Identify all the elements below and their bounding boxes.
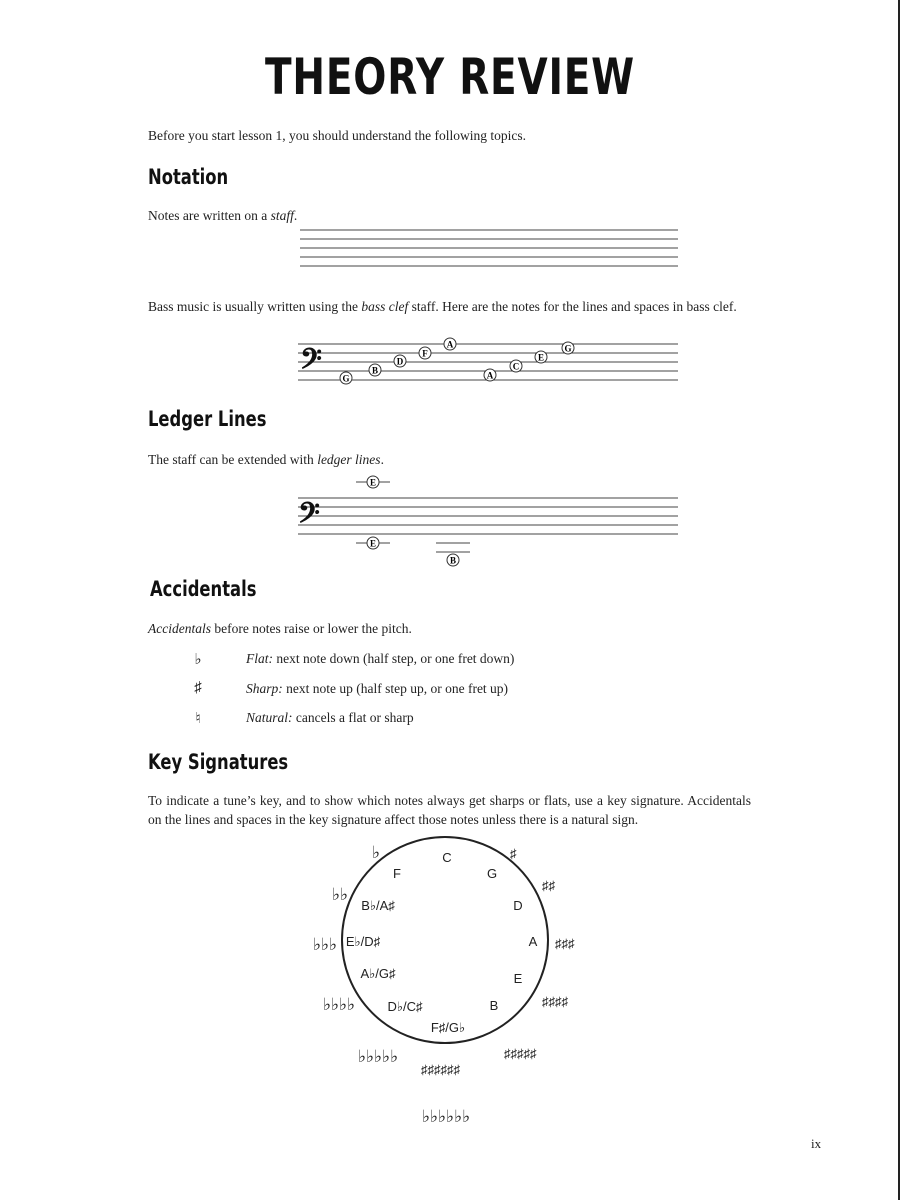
bass-note-6 bbox=[484, 369, 496, 381]
key-label-1: C bbox=[442, 850, 452, 865]
bass-clef-text: Bass music is usually written using the bass clef staff. Here are the notes for the lines and spaces in bass clef. bbox=[148, 299, 737, 314]
flat-group-6: ♭♭♭♭♭♭ bbox=[422, 1107, 471, 1126]
key-label-7: F♯/G♭ bbox=[430, 1020, 466, 1035]
svg-text:D: D bbox=[396, 356, 404, 367]
sharp-icon: ♯ bbox=[194, 680, 202, 696]
svg-text:B: B bbox=[449, 555, 457, 566]
accidentals-heading: Accidentals bbox=[150, 577, 257, 601]
svg-text:F: F bbox=[422, 348, 428, 359]
sharp-group-4: ♯♯♯♯ bbox=[542, 994, 568, 1009]
flat-group-1: ♭ bbox=[372, 843, 381, 862]
ledger-staff bbox=[298, 472, 680, 568]
key-label-4: A bbox=[528, 934, 538, 949]
key-label-8: D♭/C♯ bbox=[387, 999, 423, 1014]
bass-clef-symbol: 𝄢 bbox=[298, 499, 320, 536]
svg-text:E: E bbox=[369, 477, 377, 488]
natural-icon: ♮ bbox=[195, 711, 201, 727]
bass-note-8 bbox=[535, 351, 547, 363]
page-number: ix bbox=[811, 1136, 822, 1151]
svg-text:E: E bbox=[537, 352, 545, 363]
flat-group-4: ♭♭♭♭ bbox=[323, 995, 356, 1014]
key-label-6: B bbox=[489, 998, 499, 1013]
flat-group-3: ♭♭♭ bbox=[313, 935, 338, 954]
intro-text: Before you start lesson 1, you should understand the following topics. bbox=[148, 128, 526, 143]
key-label-12: F bbox=[393, 866, 401, 881]
bass-clef-symbol bbox=[300, 345, 322, 382]
bass-note-4 bbox=[419, 347, 431, 359]
bass-note-1 bbox=[340, 372, 352, 384]
key-label-9: A♭/G♯ bbox=[360, 966, 396, 981]
empty-staff bbox=[300, 226, 680, 270]
svg-text:A: A bbox=[446, 339, 454, 350]
ledger-note-3 bbox=[447, 554, 459, 566]
sharp-group-2: ♯♯ bbox=[542, 878, 555, 893]
sharp-group-3: ♯♯♯ bbox=[555, 936, 575, 951]
bass-clef-staff bbox=[298, 334, 680, 390]
key-signatures-heading: Key Signatures bbox=[148, 750, 289, 774]
ledger-note-1 bbox=[367, 476, 379, 488]
svg-text:G: G bbox=[342, 373, 350, 384]
bass-note-5 bbox=[444, 338, 456, 350]
page-title: THEORY REVIEW bbox=[265, 48, 635, 106]
svg-text:C: C bbox=[512, 361, 520, 372]
key-signatures-text: To indicate a tune’s key, and to show which notes always get sharps or flats, use a key signature. Accidentals on the lines and spaces in the key signature affect those notes unless there is a natural sign. bbox=[148, 793, 751, 827]
ledger-lines-heading: Ledger Lines bbox=[148, 407, 267, 431]
svg-text:B: B bbox=[371, 365, 379, 376]
notation-heading: Notation bbox=[148, 165, 229, 189]
ledger-text: The staff can be extended with ledger lines. bbox=[148, 452, 384, 467]
accidentals-text: Accidentals before notes raise or lower the pitch. bbox=[148, 621, 412, 636]
staff-text: Notes are written on a staff. bbox=[148, 208, 298, 223]
flat-icon: ♭ bbox=[194, 652, 202, 668]
svg-text:𝄢: 𝄢 bbox=[300, 345, 322, 382]
svg-text:A: A bbox=[486, 370, 494, 381]
key-label-3: D bbox=[513, 898, 523, 913]
key-label-2: G bbox=[486, 866, 498, 881]
flat-group-5: ♭♭♭♭♭ bbox=[358, 1047, 399, 1066]
bass-note-7 bbox=[510, 360, 522, 372]
flat-group-2: ♭♭ bbox=[332, 885, 349, 904]
bass-note-3 bbox=[394, 355, 406, 367]
bass-note-9 bbox=[562, 342, 574, 354]
sharp-group-6: ♯♯♯♯♯♯ bbox=[421, 1062, 460, 1077]
key-label-11: B♭/A♯ bbox=[361, 898, 395, 913]
svg-text:E: E bbox=[369, 538, 377, 549]
sharp-group-5: ♯♯♯♯♯ bbox=[504, 1046, 537, 1061]
sharp-group-1: ♯ bbox=[510, 846, 517, 861]
bass-note-2 bbox=[369, 364, 381, 376]
key-label-5: E bbox=[513, 971, 523, 986]
svg-text:G: G bbox=[564, 343, 572, 354]
ledger-note-2 bbox=[367, 537, 379, 549]
circle-of-fifths bbox=[300, 834, 600, 1134]
key-label-10: E♭/D♯ bbox=[345, 934, 381, 949]
